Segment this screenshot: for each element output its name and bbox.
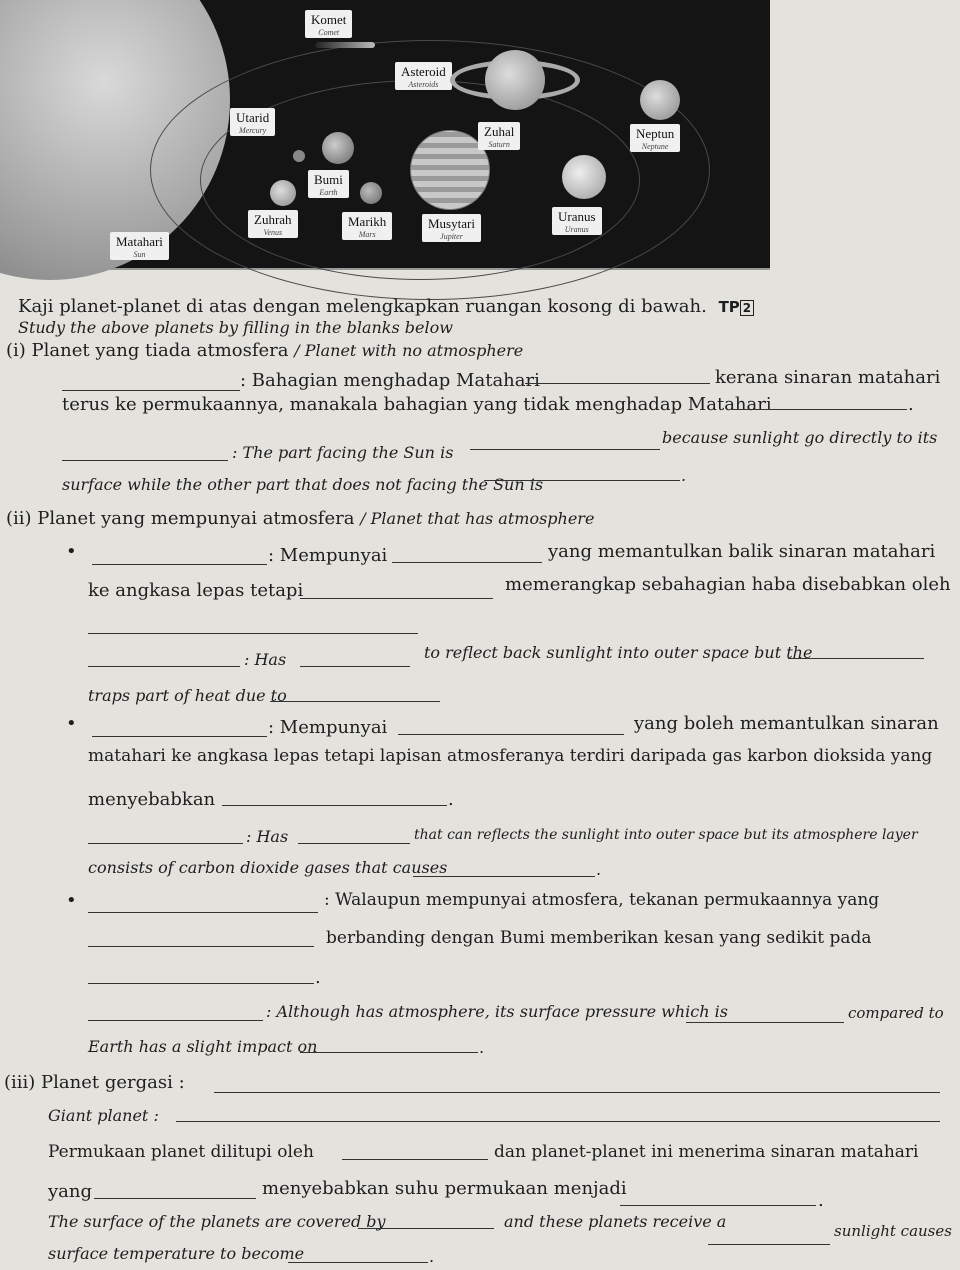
iii-en-line1-c: sunlight causes xyxy=(834,1222,952,1240)
label-mercury: Utarid Mercury xyxy=(230,108,275,136)
label-sun: Matahari Sun xyxy=(110,232,169,260)
label-mars: Marikh Mars xyxy=(342,212,392,240)
label-uranus: Uranus Uranus xyxy=(552,207,602,235)
blank-line[interactable] xyxy=(525,383,710,384)
ii-b1-line2-end: memerangkap sebahagian haba disebabkan oleh xyxy=(505,574,951,595)
i-ms-part-facing: : Bahagian menghadap Matahari xyxy=(240,370,540,391)
ii-b3-ms-line1: : Walaupun mempunyai atmosfera, tekanan permukaannya yang xyxy=(324,890,880,910)
solar-system-figure xyxy=(110,0,770,270)
blank-line[interactable] xyxy=(300,598,493,599)
ii-b3-en-line2: Earth has a slight impact on xyxy=(88,1037,318,1056)
blank-line[interactable] xyxy=(484,480,680,481)
period: . xyxy=(448,789,454,810)
iii-en-line1-b: and these planets receive a xyxy=(504,1212,727,1231)
period: . xyxy=(908,394,914,415)
saturn-image xyxy=(485,50,545,110)
label-saturn: Zuhal Saturn xyxy=(478,122,520,150)
period: . xyxy=(596,860,602,879)
uranus-image xyxy=(562,155,606,199)
blank-line[interactable] xyxy=(300,666,410,667)
blank-line[interactable] xyxy=(88,633,418,634)
blank-line[interactable] xyxy=(392,562,542,563)
blank-line[interactable] xyxy=(732,409,907,410)
blank-line[interactable] xyxy=(92,736,267,737)
comet-image xyxy=(315,42,375,48)
blank-line[interactable] xyxy=(88,946,314,947)
blank-line[interactable] xyxy=(88,843,243,844)
blank-line[interactable] xyxy=(62,460,228,461)
mars-image xyxy=(360,182,382,204)
blank-line[interactable] xyxy=(222,805,447,806)
label-asteroid: Asteroid Asteroids xyxy=(395,62,452,90)
ii-b2-reflect: yang boleh memantulkan sinaran xyxy=(634,713,939,734)
blank-line[interactable] xyxy=(413,876,595,877)
blank-line[interactable] xyxy=(620,1205,816,1206)
section-iii-heading: (iii) Planet gergasi : xyxy=(4,1072,185,1093)
blank-line[interactable] xyxy=(788,658,924,659)
ii-b2-en-consists: consists of carbon dioxide gases that causes xyxy=(88,858,448,877)
ii-b2-line2: matahari ke angkasa lepas tetapi lapisan atmosferanya terdiri daripada gas karbon dioksida yang xyxy=(88,746,933,766)
mercury-image xyxy=(293,150,305,162)
blank-line[interactable] xyxy=(88,912,318,913)
i-en-line2: surface while the other part that does not facing the Sun is xyxy=(62,475,544,494)
iii-en-line1-a: The surface of the planets are covered by xyxy=(48,1212,386,1231)
instruction-en: Study the above planets by filling in the blanks below xyxy=(18,318,453,337)
tp-badge: TP 2 xyxy=(719,298,755,316)
ii-b2-en-reflect: that can reflects the sunlight into outer space but its atmosphere layer xyxy=(414,827,918,843)
blank-line[interactable] xyxy=(176,1121,940,1122)
blank-line[interactable] xyxy=(342,1159,488,1160)
blank-line[interactable] xyxy=(88,1020,263,1021)
blank-line[interactable] xyxy=(94,1198,256,1199)
i-ms-reason: kerana sinaran matahari xyxy=(715,367,941,388)
bullet-icon: • xyxy=(66,713,77,734)
period: . xyxy=(818,1190,824,1211)
venus-image xyxy=(270,180,296,206)
ii-b3-en-line1: : Although has atmosphere, its surface pressure which is xyxy=(266,1002,728,1021)
neptune-image xyxy=(640,80,680,120)
ii-b3-en-compared: compared to xyxy=(848,1004,944,1022)
ii-b3-ms-line2: berbanding dengan Bumi memberikan kesan yang sedikit pada xyxy=(326,928,872,948)
label-comet: Komet Comet xyxy=(305,10,352,38)
blank-line[interactable] xyxy=(300,1052,478,1053)
iii-en-line2-a: surface temperature to become xyxy=(48,1244,305,1263)
period: . xyxy=(315,967,321,988)
section-iii-heading-en: Giant planet : xyxy=(48,1106,159,1125)
blank-line[interactable] xyxy=(708,1244,830,1245)
ii-b1-en-traps: traps part of heat due to xyxy=(88,686,287,705)
blank-line[interactable] xyxy=(470,449,660,450)
ii-b1-en-reflect: to reflect back sunlight into outer space but the xyxy=(424,643,813,662)
label-earth: Bumi Earth xyxy=(308,170,349,198)
blank-line[interactable] xyxy=(88,983,314,984)
period: . xyxy=(479,1038,485,1057)
i-en-part-facing: : The part facing the Sun is xyxy=(232,443,454,462)
period: . xyxy=(681,466,687,485)
period: . xyxy=(429,1247,435,1266)
i-ms-line2: terus ke permukaannya, manakala bahagian yang tidak menghadap Matahari xyxy=(62,394,772,415)
ii-b1-en-has: : Has xyxy=(244,650,287,669)
blank-line[interactable] xyxy=(88,666,240,667)
ii-b2-en-has: : Has xyxy=(246,827,289,846)
blank-line[interactable] xyxy=(62,390,240,391)
blank-line[interactable] xyxy=(686,1022,844,1023)
blank-line[interactable] xyxy=(92,564,267,565)
blank-line[interactable] xyxy=(214,1092,940,1093)
label-jupiter: Musytari Jupiter xyxy=(422,214,481,242)
ii-b2-line3: menyebabkan xyxy=(88,789,216,810)
blank-line[interactable] xyxy=(358,1228,494,1229)
blank-line[interactable] xyxy=(270,701,440,702)
label-venus: Zuhrah Venus xyxy=(248,210,298,238)
ii-b1-reflect: yang memantulkan balik sinaran matahari xyxy=(548,541,936,562)
i-en-because: because sunlight go directly to its xyxy=(662,428,938,447)
label-neptune: Neptun Neptune xyxy=(630,124,680,152)
instruction-ms: Kaji planet-planet di atas dengan melengkapkan ruangan kosong di bawah. TP 2 xyxy=(18,296,754,317)
blank-line[interactable] xyxy=(298,843,410,844)
bullet-icon: • xyxy=(66,890,77,911)
bullet-icon: • xyxy=(66,541,77,562)
ii-b1-line2: ke angkasa lepas tetapi xyxy=(88,580,304,601)
section-i-heading: (i) Planet yang tiada atmosfera / Planet with no atmosphere xyxy=(6,340,524,361)
iii-ms-line2-b: menyebabkan suhu permukaan menjadi xyxy=(262,1178,627,1199)
blank-line[interactable] xyxy=(398,734,624,735)
ii-b2-mempunyai: : Mempunyai xyxy=(268,717,388,738)
iii-ms-line1-a: Permukaan planet dilitupi oleh xyxy=(48,1142,314,1162)
ii-b1-mempunyai: : Mempunyai xyxy=(268,545,388,566)
blank-line[interactable] xyxy=(288,1262,428,1263)
iii-ms-line2-a: yang xyxy=(48,1181,93,1202)
earth-image xyxy=(322,132,354,164)
section-ii-heading: (ii) Planet yang mempunyai atmosfera / Planet that has atmosphere xyxy=(6,508,595,529)
iii-ms-line1-b: dan planet-planet ini menerima sinaran matahari xyxy=(494,1142,919,1162)
